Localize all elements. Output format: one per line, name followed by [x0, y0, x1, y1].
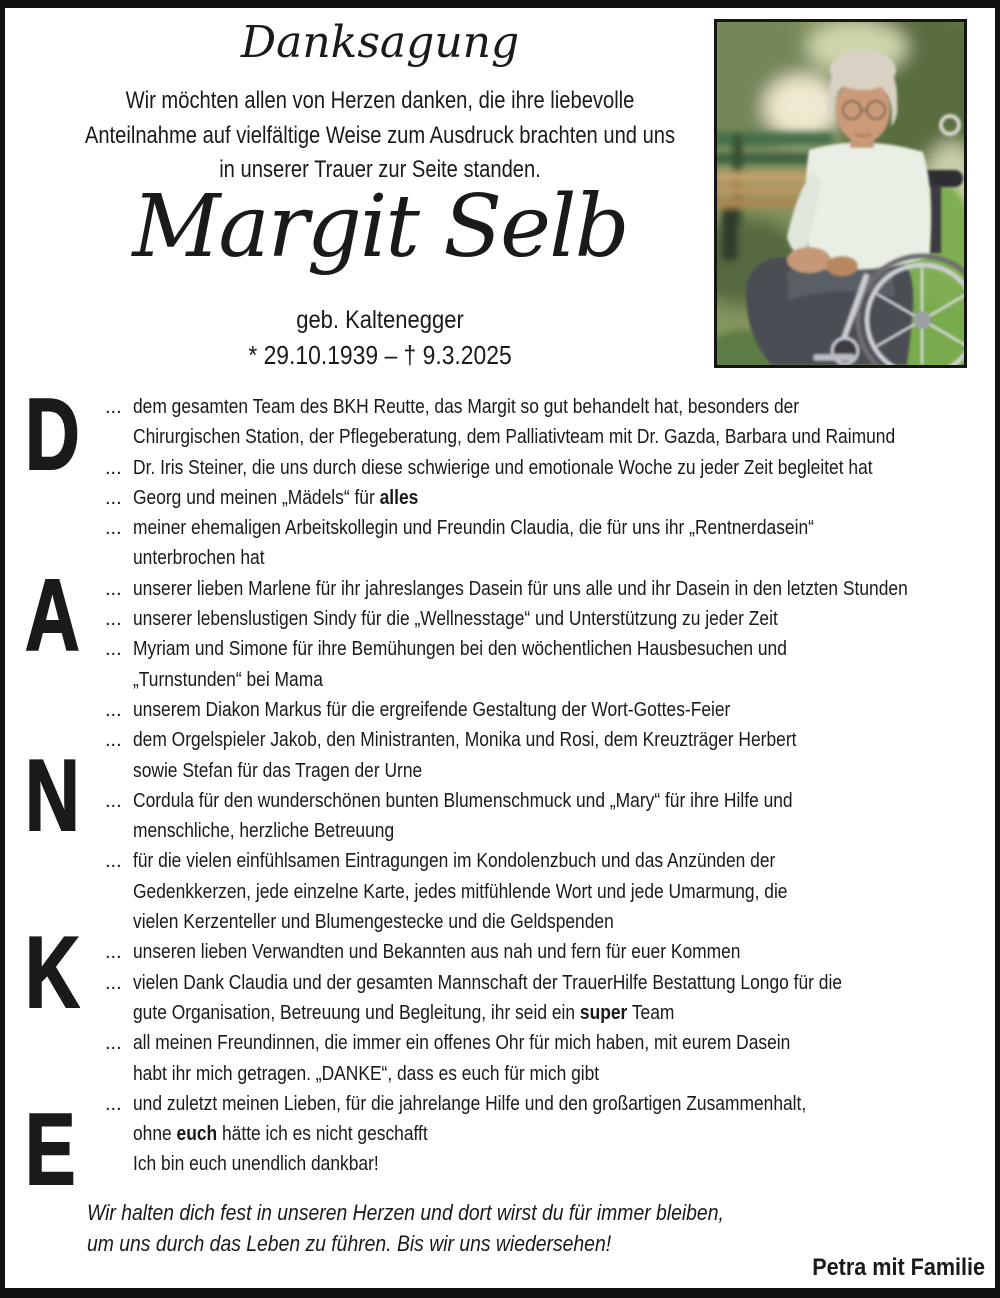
- list-line-text: Myriam und Simone für ihre Bemühungen bei den wöchentlichen Hausbesuchen und: [133, 638, 787, 661]
- acrostic-letter: D: [25, 379, 80, 491]
- list-line: [105, 513, 987, 543]
- list-line-text: dem gesamten Team des BKH Reutte, das Margit so gut behandelt hat, besonders der: [133, 396, 800, 418]
- list-line-text: gute Organisation, Betreuung und Begleitung, ihr seid ein super Team: [133, 1001, 675, 1024]
- list-line-text: Dr. Iris Steiner, die uns durch diese schwierige und emotionale Woche zu jeder Zeit begleitet hat: [133, 456, 873, 479]
- list-line: [105, 968, 987, 998]
- list-line: [105, 604, 987, 634]
- list-line: [105, 907, 987, 937]
- list-line-text: unterbrochen hat: [133, 547, 265, 570]
- acrostic-letter: A: [25, 560, 80, 672]
- portrait-photo: [714, 19, 967, 368]
- intro-paragraph: [25, 84, 735, 188]
- list-line: [105, 1028, 987, 1058]
- list-line: [105, 725, 987, 755]
- list-marker: ...: [105, 789, 122, 812]
- list-marker: ...: [105, 729, 122, 752]
- list-line: [105, 483, 987, 513]
- list-line-text: habt ihr mich getragen. „DANKE“, dass es euch für mich gibt: [133, 1062, 600, 1085]
- list-marker: ...: [105, 1032, 122, 1055]
- list-line-text: all meinen Freundinnen, die immer ein offenes Ohr für mich haben, mit eurem Dasein: [133, 1032, 791, 1055]
- list-line-text: unserer lieben Marlene für ihr jahreslanges Dasein für uns alle und ihr Dasein in den letzten Stunden: [133, 577, 908, 600]
- list-line: [105, 998, 987, 1028]
- list-line-text: sowie Stefan für das Tragen der Urne: [133, 759, 423, 782]
- family-signature: Petra mit Familie: [812, 1254, 985, 1281]
- list-line-text: für die vielen einfühlsamen Eintragungen im Kondolenzbuch und das Anzünden der: [133, 850, 776, 873]
- list-marker: ...: [105, 698, 122, 721]
- list-line: [105, 937, 987, 967]
- thanks-list: [105, 392, 987, 1180]
- intro-line: in unserer Trauer zur Seite standen.: [219, 156, 541, 183]
- list-line-text: Cordula für den wunderschönen bunten Blumenschmuck und „Mary“ für ihre Hilfe und: [133, 789, 793, 812]
- list-marker: ...: [105, 456, 122, 479]
- list-line: [105, 1149, 987, 1179]
- list-line: [105, 422, 987, 452]
- closing-verse: [87, 1197, 811, 1259]
- acrostic-letter: K: [25, 917, 80, 1029]
- list-line-text: vielen Dank Claudia und der gesamten Mannschaft der TrauerHilfe Bestattung Longo für die: [133, 971, 842, 994]
- list-line: [105, 665, 987, 695]
- list-line-text: Chirurgischen Station, der Pflegeberatung, dem Palliativteam mit Dr. Gazda, Barbara und Raimund: [133, 426, 896, 449]
- list-marker: ...: [105, 486, 122, 509]
- card-type-title: Danksagung: [240, 17, 520, 68]
- list-marker: ...: [105, 577, 122, 600]
- list-line: [105, 1089, 987, 1119]
- list-line-text: menschliche, herzliche Betreuung: [133, 820, 395, 843]
- list-line-text: vielen Kerzenteller und Blumengestecke und die Geldspenden: [133, 911, 614, 934]
- list-line: [105, 634, 987, 664]
- list-line-text: Gedenkkerzen, jede einzelne Karte, jedes mitfühlende Wort und jede Umarmung, die: [133, 880, 788, 903]
- intro-line: Wir möchten allen von Herzen danken, die ihre liebevolle: [125, 87, 635, 114]
- list-line: [105, 574, 987, 604]
- list-line-text: „Turnstunden“ bei Mama: [133, 668, 323, 691]
- list-line-text: dem Orgelspieler Jakob, den Ministranten, Monika und Rosi, dem Kreuzträger Herbert: [133, 729, 797, 752]
- deceased-name: Margit Selb: [132, 177, 628, 277]
- list-marker: ...: [105, 941, 122, 964]
- closing-line: Wir halten dich fest in unseren Herzen und dort wirst du für immer bleiben,: [87, 1200, 724, 1225]
- list-marker: ...: [105, 396, 122, 418]
- list-marker: ...: [105, 517, 122, 540]
- list-line: [105, 453, 987, 483]
- closing-line: um uns durch das Leben zu führen. Bis wir uns wiedersehen!: [87, 1231, 612, 1256]
- list-line: [105, 877, 987, 907]
- list-line: [105, 1059, 987, 1089]
- list-marker: ...: [105, 850, 122, 873]
- list-line: [105, 756, 987, 786]
- list-line-text: ohne euch hätte ich es nicht geschafft: [133, 1123, 428, 1146]
- list-marker: ...: [105, 608, 122, 631]
- portrait-photo-art: [717, 22, 964, 365]
- list-line: [105, 816, 987, 846]
- list-line-text: unserer lebenslustigen Sindy für die „Wellnesstage“ und Unterstützung zu jeder Zeit: [133, 608, 778, 631]
- list-line: [105, 1119, 987, 1149]
- list-marker: ...: [105, 1092, 122, 1115]
- life-dates: * 29.10.1939 – † 9.3.2025: [248, 340, 512, 370]
- list-line-text: meiner ehemaligen Arbeitskollegin und Freundin Claudia, die für uns ihr „Rentnerdasein“: [133, 517, 814, 540]
- acrostic-letter: N: [25, 740, 80, 852]
- list-marker: ...: [105, 971, 122, 994]
- list-line: [105, 543, 987, 573]
- list-line-text: unseren lieben Verwandten und Bekannten aus nah und fern für euer Kommen: [133, 941, 741, 964]
- list-line-text: Ich bin euch unendlich dankbar!: [133, 1153, 379, 1176]
- list-line-text: Georg und meinen „Mädels“ für alles: [133, 486, 419, 509]
- list-line: [105, 392, 987, 422]
- acrostic-letter: E: [25, 1094, 76, 1206]
- maiden-name: geb. Kaltenegger: [296, 306, 464, 334]
- list-line-text: und zuletzt meinen Lieben, für die jahrelange Hilfe und den großartigen Zusammenhalt,: [133, 1092, 807, 1115]
- list-marker: ...: [105, 638, 122, 661]
- intro-line: Anteilnahme auf vielfältige Weise zum Ausdruck brachten und uns: [84, 121, 676, 149]
- list-line-text: unserem Diakon Markus für die ergreifende Gestaltung der Wort-Gottes-Feier: [133, 698, 731, 721]
- list-line: [105, 695, 987, 725]
- list-line: [105, 846, 987, 876]
- list-line: [105, 786, 987, 816]
